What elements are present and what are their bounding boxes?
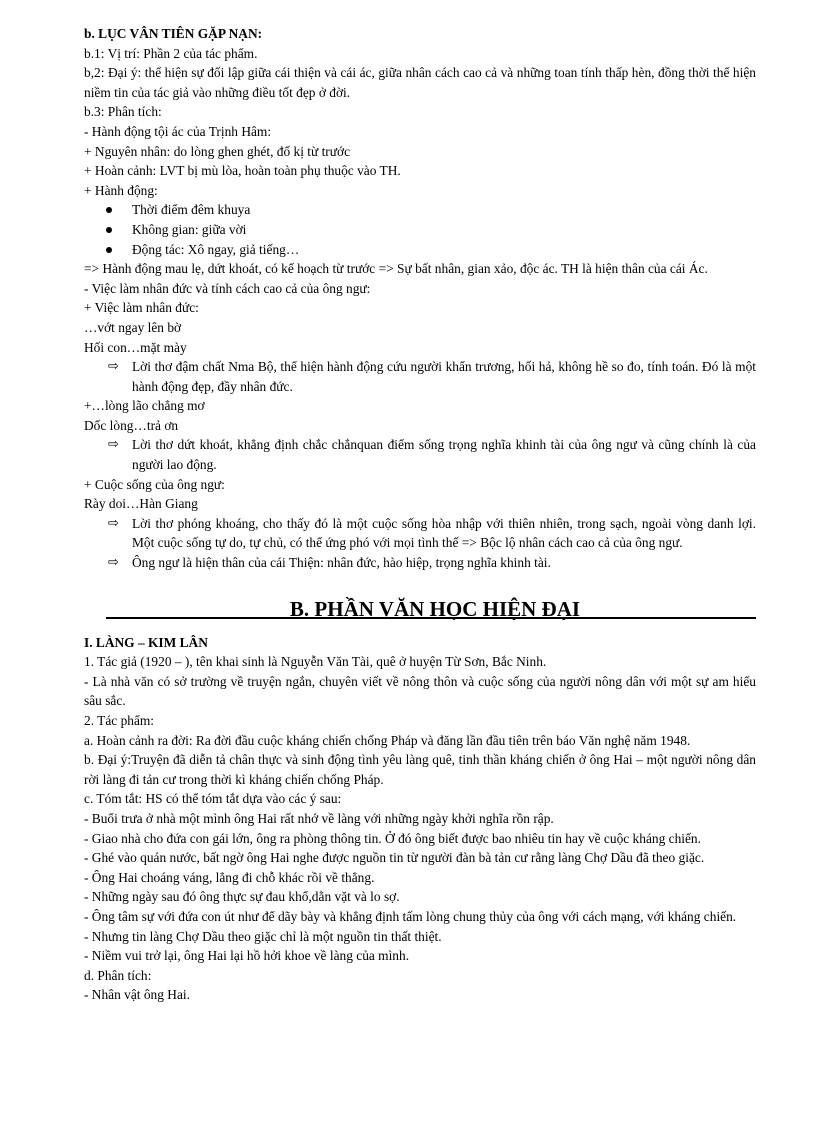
verse-line: …vớt ngay lên bờ xyxy=(84,319,182,335)
text-line: - Niềm vui trở lại, ông Hai lại hồ hởi khoe về làng của mình. xyxy=(84,948,410,964)
verse-line: +…lòng lão chẳng mơ xyxy=(84,398,205,414)
bullet-text: Động tác: Xô ngay, giả tiếng… xyxy=(132,241,300,257)
bullet-dot-icon xyxy=(106,247,112,253)
right-arrow-icon: ⇨ xyxy=(108,555,119,571)
text-line: - Nhân vật ông Hai. xyxy=(84,987,190,1003)
bullet-text: Thời điểm đêm khuya xyxy=(132,202,251,218)
text-line: + Việc làm nhân đức: xyxy=(84,300,199,316)
text-line: b.3: Phân tích: xyxy=(84,104,162,120)
text-line: + Cuộc sống của ông ngư: xyxy=(84,476,225,492)
arrow-text: Ông ngư là hiện thân của cái Thiện: nhân đức, hào hiệp, trọng nghĩa khinh tài. xyxy=(132,555,551,571)
text-paragraph: - Là nhà văn có sở trường về truyện ngắn, chuyên viết về nông thôn và cuộc sống của người nông dân với một sự am hiểu sâu sắc. xyxy=(84,673,756,709)
text-line: + Hành động: xyxy=(84,182,158,198)
bullet-dot-icon xyxy=(106,207,112,213)
text-line: - Việc làm nhân đức và tính cách cao cả của ông ngư: xyxy=(84,280,371,296)
text-line: - Hành động tội ác của Trịnh Hâm: xyxy=(84,123,272,139)
text-line: - Những ngày sau đó ông thực sự đau khổ,dằn vặt và lo sợ. xyxy=(84,889,400,905)
verse-line: Rày doi…Hàn Giang xyxy=(84,496,198,512)
text-line: - Ông Hai choáng váng, lẳng đi chỗ khác rồi về thẳng. xyxy=(84,869,375,885)
document-page xyxy=(84,24,756,1005)
text-line: d. Phân tích: xyxy=(84,967,152,983)
bullet-item xyxy=(84,200,756,220)
text-line: 2. Tác phẩm: xyxy=(84,713,155,728)
text-line: 1. Tác giả (1920 – ), tên khai sinh là Nguyễn Văn Tài, quê ở huyện Từ Sơn, Bắc Ninh. xyxy=(84,654,547,670)
text-line: b.1: Vị trí: Phần 2 của tác phẩm. xyxy=(84,45,258,61)
arrow-item xyxy=(84,435,756,474)
text-paragraph: - Ông tâm sự với đứa con út như để dãy bày và khẳng định tấm lòng chung thủy của ông với cách mạng, với kháng chiến. xyxy=(84,908,737,924)
text-line: + Nguyên nhân: do lòng ghen ghét, đố kị từ trước xyxy=(84,143,351,159)
right-arrow-icon: ⇨ xyxy=(108,359,119,375)
arrow-item xyxy=(84,514,756,553)
section-heading: I. LÀNG – KIM LÂN xyxy=(84,634,208,650)
text-line: - Buổi trưa ở nhà một mình ông Hai rất nhớ về làng với những ngày khởi nghĩa rồn rập. xyxy=(84,810,554,826)
text-line: c. Tóm tắt: HS có thể tóm tắt dựa vào các ý sau: xyxy=(84,791,342,807)
text-paragraph: a. Hoàn cảnh ra đời: Ra đời đầu cuộc kháng chiến chống Pháp và đăng lần đầu tiên trên báo Văn nghệ năm 1948. xyxy=(84,732,691,748)
bullet-text: Không gian: giữa vời xyxy=(132,221,247,237)
text-paragraph: b. Đại ý:Truyện đã diễn tả chân thực và sinh động tình yêu làng quê, tinh thần kháng chiến ở ông Hai – một người nông dân rời làng đi tản cư trong thời kì kháng chiến chống Pháp. xyxy=(84,752,756,787)
section-heading: b. LỤC VÂN TIÊN GẶP NẠN: xyxy=(84,26,263,41)
text-line: - Nhưng tin làng Chợ Dầu theo giặc chỉ là một nguồn tin thất thiệt. xyxy=(84,928,442,944)
right-arrow-icon: ⇨ xyxy=(108,515,119,531)
horizontal-divider xyxy=(106,617,756,619)
arrow-text: Lời thơ phóng khoáng, cho thấy đó là một cuộc sống hòa nhập với thiên nhiên, trong sạch, ngoài vòng danh lợi. Một cuộc sống tự do, tự chủ, có thể ứng phó với mọi tình thế => Bộc lộ nhân cách cao cả của ông ngư. xyxy=(132,515,756,551)
text-line: + Hoàn cảnh: LVT bị mù lòa, hoàn toàn phụ thuộc vào TH. xyxy=(84,163,401,179)
arrow-item xyxy=(84,357,756,396)
bullet-item xyxy=(84,240,756,260)
text-paragraph: b,2: Đại ý: thể hiện sự đối lập giữa cái thiện và cái ác, giữa nhân cách cao cả và những toan tính thấp hèn, đồng thời thể hiện niềm tin của tác giả vào những điều tốt đẹp ở đời. xyxy=(84,65,756,100)
right-arrow-icon: ⇨ xyxy=(108,437,119,453)
bullet-dot-icon xyxy=(106,227,112,233)
part-title: B. PHẦN VĂN HỌC HIỆN ĐẠI xyxy=(289,596,581,621)
text-paragraph: - Ghé vào quán nước, bất ngờ ông Hai nghe được nguồn tin từ người đàn bà tản cư rằng làng Chợ Dầu đã theo giặc. xyxy=(84,850,705,866)
arrow-text: Lời thơ dứt khoát, khẳng định chắc chắnquan điểm sống trọng nghĩa khinh tài của ông ngư và cũng chính là của người lao động. xyxy=(132,437,756,473)
arrow-item xyxy=(84,553,756,573)
text-paragraph: - Giao nhà cho đứa con gái lớn, ông ra phòng thông tin. Ở đó ông biết được bao nhiêu tin hay về cuộc kháng chiến. xyxy=(84,830,701,846)
arrow-text: Lời thơ đậm chất Nma Bộ, thể hiện hành động cứu người khẩn trương, hối hả, không hề so đo, tính toán. Đó là một hành động đẹp, đầy nhân đức. xyxy=(132,359,756,394)
conclusion-paragraph: => Hành động mau lẹ, dứt khoát, có kế hoạch từ trước => Sự bất nhân, gian xảo, độc ác. TH là hiện thân của cái Ác. xyxy=(84,261,708,277)
verse-line: Hối con…mặt mày xyxy=(84,339,187,355)
verse-line: Dốc lòng…trả ơn xyxy=(84,417,179,433)
bullet-item xyxy=(84,220,756,240)
